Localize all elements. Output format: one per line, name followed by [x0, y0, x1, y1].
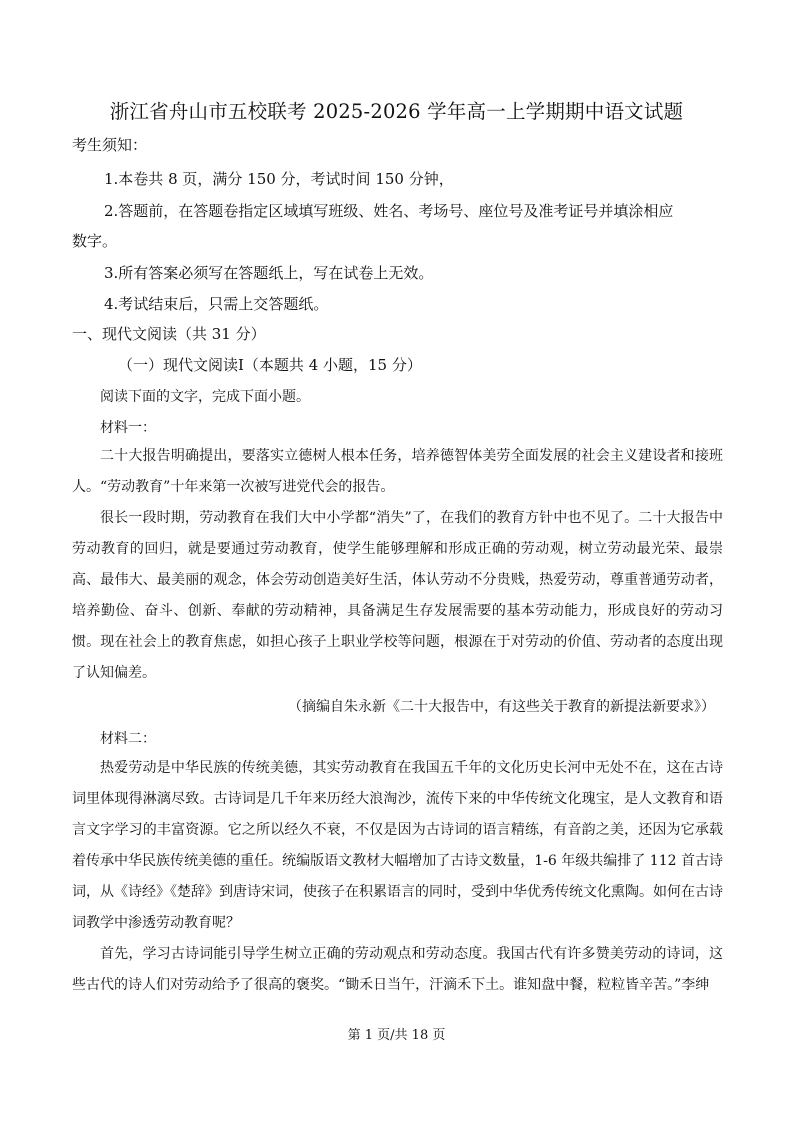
material-2-paragraph: 热爱劳动是中华民族的传统美德，其实劳动教育在我国五千年的文化历史长河中无处不在，这在古诗词里体现得淋漓尽致。古诗词是几千年来历经大浪淘沙，流传下来的中华传统文化瑰宝，是人文教育和语言文字学习的丰富资源。它之所以经久不衰，不仅是因为古诗词的语言精练，有音韵之美，还因为它承载着传承中华民族传统美德的重任。统编版语文教材大幅增加了古诗文数量，1-6 年级共编排了 112 首古诗词，从《诗经》《楚辞》到唐诗宋词，使孩子在积累语言的同时，受到中华优秀传统文化熏陶。如何在古诗词教学中渗透劳动教育呢？	[72, 760, 723, 931]
material-1-label: 材料一：	[100, 420, 156, 436]
material-1-paragraph: 二十大报告明确提出，要落实立德树人根本任务，培养德智体美劳全面发展的社会主义建设者和接班人。“劳动教育”十年来第一次被写进党代会的报告。	[72, 448, 723, 495]
subsection-heading: （一）现代文阅读Ⅰ（本题共 4 小题，15 分）	[118, 356, 422, 374]
notice-item-1: 1.本卷共 8 页，满分 150 分，考试时间 150 分钟，	[104, 170, 454, 188]
material-1-source: （摘编自朱永新《二十大报告中，有这些关于教育的新提法新要求》）	[288, 699, 715, 715]
page-number: 第 1 页/共 18 页	[347, 1028, 446, 1043]
section-heading: 一、现代文阅读（共 31 分）	[72, 325, 266, 343]
material-2-label: 材料二：	[100, 731, 156, 747]
notice-heading: 考生须知：	[72, 136, 148, 154]
notice-item-3: 3.所有答案必须写在答题纸上，写在试卷上无效。	[104, 264, 434, 282]
notice-item-2-cont: 数字。	[72, 232, 118, 250]
notice-item-2: 2.答题前，在答题卷指定区域填写班级、姓名、考场号、座位号及准考证号并填涂相应	[104, 202, 674, 220]
material-1-paragraph: 很长一段时期，劳动教育在我们大中小学都“消失”了，在我们的教育方针中也不见了。二十大报告中劳动教育的回归，就是要通过劳动教育，使学生能够理解和形成正确的劳动观，树立劳动最光荣、最崇高、最伟大、最美丽的观念，体会劳动创造美好生活，体认劳动不分贵贱，热爱劳动，尊重普通劳动者，培养勤俭、奋斗、创新、奉献的劳动精神，具备满足生存发展需要的基本劳动能力，形成良好的劳动习惯。现在社会上的教育焦虑，如担心孩子上职业学校等问题，根源在于对劳动的价值、劳动者的态度出现了认知偏差。	[72, 510, 723, 681]
reading-instruction: 阅读下面的文字，完成下面小题。	[100, 389, 310, 405]
notice-item-4: 4.考试结束后，只需上交答题纸。	[104, 295, 329, 313]
exam-title: 浙江省舟山市五校联考 2025-2026 学年高一上学期期中语文试题	[109, 100, 684, 123]
material-2-paragraph: 首先，学习古诗词能引导学生树立正确的劳动观点和劳动态度。我国古代有许多赞美劳动的诗词，这些古代的诗人们对劳动给予了很高的褒奖。“锄禾日当午，汗滴禾下土。谁知盘中餐，粒粒皆辛苦。”李绅	[72, 946, 723, 993]
